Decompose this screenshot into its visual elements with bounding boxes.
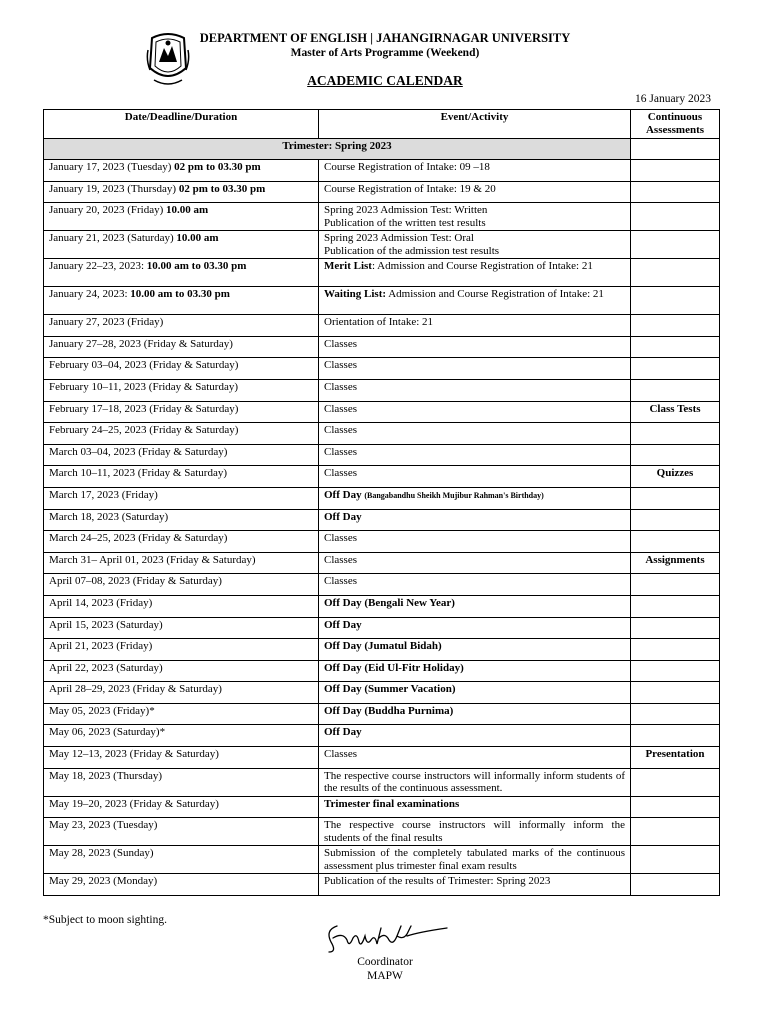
event-lead: Off Day — [324, 618, 362, 631]
date-cell — [44, 358, 319, 380]
date-cell — [44, 531, 319, 553]
date-text: March 17, 2023 (Friday) — [49, 488, 158, 501]
event-text: Spring 2023 Admission Test: Written — [324, 204, 488, 217]
event-text: Classes — [324, 575, 357, 588]
event-text-secondary: Publication of the written test results — [324, 216, 486, 229]
table-row — [44, 401, 720, 423]
date-cell — [44, 818, 319, 846]
date-cell — [44, 552, 319, 574]
event-text: : Admission and Course Registration of Intake: 21 — [371, 260, 593, 273]
event-cell — [319, 531, 631, 553]
assessment-cell — [631, 682, 720, 704]
programme-name: Master of Arts Programme (Weekend) — [290, 47, 480, 59]
event-lead: Off Day (Eid Ul-Fitr Holiday) — [324, 661, 464, 674]
document-date: 16 January 2023 — [634, 93, 711, 105]
table-row — [44, 336, 720, 358]
date-cell — [44, 617, 319, 639]
assessment-cell — [631, 660, 720, 682]
event-lead: Off Day — [324, 488, 365, 501]
table-row — [44, 160, 720, 182]
assessment-cell: Presentation — [631, 747, 720, 769]
table-row — [44, 682, 720, 704]
event-cell — [319, 617, 631, 639]
assessment-cell — [631, 181, 720, 203]
signatory-block — [310, 955, 460, 983]
assessment-cell — [631, 487, 720, 509]
date-text: March 31– April 01, 2023 (Friday & Saturday) — [49, 553, 256, 566]
date-text: May 18, 2023 (Thursday) — [49, 769, 163, 782]
table-row — [44, 874, 720, 896]
assessment-cell — [631, 509, 720, 531]
event-cell — [319, 747, 631, 769]
table-row — [44, 487, 720, 509]
event-text: Classes — [324, 553, 357, 566]
table-row — [44, 639, 720, 661]
table-row — [44, 287, 720, 315]
date-cell — [44, 259, 319, 287]
signatory-office: MAPW — [367, 970, 403, 982]
event-cell — [319, 203, 631, 231]
assessment-cell — [631, 287, 720, 315]
date-cell — [44, 401, 319, 423]
event-cell — [319, 846, 631, 874]
date-text: May 29, 2023 (Monday) — [49, 875, 158, 888]
event-lead: Off Day (Jumatul Bidah) — [324, 640, 442, 653]
academic-calendar-table — [43, 109, 720, 896]
table-row — [44, 379, 720, 401]
event-lead: Waiting List: — [324, 288, 387, 301]
table-row — [44, 552, 720, 574]
date-text: January 27–28, 2023 (Friday & Saturday) — [49, 337, 233, 350]
date-text: March 10–11, 2023 (Friday & Saturday) — [49, 467, 228, 480]
date-cell — [44, 796, 319, 818]
event-cell — [319, 487, 631, 509]
trimester-row — [44, 139, 720, 160]
date-text: April 14, 2023 (Friday) — [49, 596, 153, 609]
event-text: Classes — [324, 359, 357, 372]
event-cell — [319, 768, 631, 796]
table-row — [44, 796, 720, 818]
event-cell — [319, 231, 631, 259]
table-row — [44, 531, 720, 553]
event-cell — [319, 379, 631, 401]
event-text: Classes — [324, 467, 357, 480]
date-text: May 06, 2023 (Saturday)* — [49, 726, 166, 739]
date-text: April 07–08, 2023 (Friday & Saturday) — [49, 575, 222, 588]
header-event: Event/Activity — [319, 110, 631, 139]
event-cell — [319, 574, 631, 596]
table-row — [44, 595, 720, 617]
assessment-cell — [631, 203, 720, 231]
assessment-cell — [631, 231, 720, 259]
event-cell — [319, 660, 631, 682]
event-cell — [319, 466, 631, 488]
time-text: 10.00 am to 03.30 pm — [130, 288, 230, 301]
time-text: 10.00 am to 03.30 pm — [146, 260, 247, 273]
event-lead: Off Day (Buddha Purnima) — [324, 704, 454, 717]
signature — [323, 918, 453, 958]
date-cell — [44, 379, 319, 401]
event-text: Classes — [324, 380, 357, 393]
event-cell — [319, 287, 631, 315]
assessment-cell — [631, 617, 720, 639]
event-text: Classes — [324, 748, 357, 761]
table-row — [44, 203, 720, 231]
date-text: May 12–13, 2023 (Friday & Saturday) — [49, 748, 219, 761]
date-cell — [44, 466, 319, 488]
event-lead: Off Day — [324, 726, 362, 739]
date-cell — [44, 846, 319, 874]
assessment-cell — [631, 703, 720, 725]
event-text: Classes — [324, 402, 357, 415]
table-row — [44, 259, 720, 287]
assessment-cell — [631, 846, 720, 874]
assessment-cell: Class Tests — [631, 401, 720, 423]
time-text: 02 pm to 03.30 pm — [174, 161, 261, 173]
date-cell — [44, 444, 319, 466]
date-cell — [44, 423, 319, 445]
event-cell — [319, 259, 631, 287]
date-cell — [44, 487, 319, 509]
date-text: February 03–04, 2023 (Friday & Saturday) — [49, 359, 239, 372]
date-cell — [44, 768, 319, 796]
date-text: May 23, 2023 (Tuesday) — [49, 819, 158, 832]
assessment-cell — [631, 768, 720, 796]
table-row — [44, 747, 720, 769]
table-row — [44, 181, 720, 203]
date-text: May 19–20, 2023 (Friday & Saturday) — [49, 797, 219, 810]
assessment-cell — [631, 336, 720, 358]
date-cell — [44, 203, 319, 231]
assessment-cell — [631, 315, 720, 337]
table-row — [44, 509, 720, 531]
assessment-cell — [631, 160, 720, 182]
date-text: January 19, 2023 (Thursday) — [49, 182, 179, 195]
date-text: April 28–29, 2023 (Friday & Saturday) — [49, 683, 222, 696]
table-row — [44, 423, 720, 445]
event-lead: Off Day — [324, 510, 362, 523]
event-lead: Off Day (Bengali New Year) — [324, 596, 455, 609]
date-text: January 17, 2023 (Tuesday) — [49, 161, 175, 173]
event-lead: Off Day (Summer Vacation) — [324, 683, 456, 696]
signatory-role: Coordinator — [357, 956, 413, 968]
trimester-blank — [631, 139, 720, 160]
table-row — [44, 466, 720, 488]
date-text: January 24, 2023: — [49, 288, 131, 301]
date-text: April 22, 2023 (Saturday) — [49, 661, 163, 674]
table-header-row — [44, 110, 720, 139]
event-cell — [319, 552, 631, 574]
event-text: Admission and Course Registration of Intake: 21 — [386, 288, 604, 301]
event-text: Course Registration of Intake: 19 & 20 — [324, 182, 496, 195]
time-text: 02 pm to 03.30 pm — [178, 182, 266, 195]
event-cell — [319, 818, 631, 846]
date-text: March 03–04, 2023 (Friday & Saturday) — [49, 445, 228, 458]
date-text: February 24–25, 2023 (Friday & Saturday) — [49, 424, 239, 437]
event-text: Classes — [324, 532, 357, 545]
assessment-cell — [631, 595, 720, 617]
table-row — [44, 818, 720, 846]
date-cell — [44, 160, 319, 182]
event-text: Spring 2023 Admission Test: Oral — [324, 232, 474, 245]
event-text: Course Registration of Intake: 09 –18 — [324, 161, 490, 173]
event-text: Classes — [324, 337, 357, 350]
date-cell — [44, 181, 319, 203]
date-cell — [44, 336, 319, 358]
event-cell — [319, 639, 631, 661]
assessment-cell — [631, 444, 720, 466]
assessment-cell — [631, 259, 720, 287]
table-row — [44, 617, 720, 639]
event-cell — [319, 796, 631, 818]
date-cell — [44, 703, 319, 725]
assessment-cell: Assignments — [631, 552, 720, 574]
date-cell — [44, 660, 319, 682]
date-text: April 15, 2023 (Saturday) — [49, 618, 163, 631]
event-cell — [319, 509, 631, 531]
event-text: Classes — [324, 424, 357, 437]
date-text: January 21, 2023 (Saturday) — [49, 232, 177, 245]
document-title: ACADEMIC CALENDAR — [307, 73, 463, 88]
assessment-cell — [631, 818, 720, 846]
assessment-cell — [631, 574, 720, 596]
event-text: Orientation of Intake: 21 — [324, 316, 434, 329]
event-text-secondary: Publication of the admission test results — [324, 244, 500, 257]
date-cell — [44, 231, 319, 259]
event-text: The respective course instructors will informally inform the students of the final results — [324, 819, 625, 844]
date-cell — [44, 639, 319, 661]
date-text: March 24–25, 2023 (Friday & Saturday) — [49, 532, 228, 545]
event-cell — [319, 444, 631, 466]
table-row — [44, 768, 720, 796]
table-row — [44, 231, 720, 259]
assessment-cell: Quizzes — [631, 466, 720, 488]
date-text: February 10–11, 2023 (Friday & Saturday) — [49, 380, 239, 393]
assessment-cell — [631, 796, 720, 818]
event-text: Submission of the completely tabulated marks of the continuous assessment plus trimester final exam results — [324, 847, 625, 872]
date-cell — [44, 747, 319, 769]
date-cell — [44, 509, 319, 531]
date-text: January 27, 2023 (Friday) — [49, 316, 164, 329]
trimester-label: Trimester: Spring 2023 — [44, 139, 631, 160]
event-cell — [319, 595, 631, 617]
header-date: Date/Deadline/Duration — [44, 110, 319, 139]
event-text: Classes — [324, 445, 357, 458]
event-cell — [319, 874, 631, 896]
event-lead: Merit List — [324, 260, 372, 273]
event-cell — [319, 703, 631, 725]
assessment-cell — [631, 874, 720, 896]
event-text: The respective course instructors will informally inform students of the results of the continuous assessment. — [324, 769, 625, 795]
date-cell — [44, 315, 319, 337]
assessment-cell — [631, 531, 720, 553]
table-row — [44, 358, 720, 380]
date-text: January 20, 2023 (Friday) — [49, 204, 167, 217]
event-lead: Trimester final examinations — [324, 797, 460, 810]
table-row — [44, 660, 720, 682]
date-cell — [44, 574, 319, 596]
date-cell — [44, 874, 319, 896]
event-cell — [319, 423, 631, 445]
assessment-cell — [631, 358, 720, 380]
assessment-cell — [631, 379, 720, 401]
date-cell — [44, 595, 319, 617]
document-header — [160, 31, 610, 60]
event-cell — [319, 358, 631, 380]
table-row — [44, 574, 720, 596]
date-text: January 22–23, 2023: — [49, 260, 147, 273]
date-cell — [44, 287, 319, 315]
table-row — [44, 725, 720, 747]
event-cell — [319, 315, 631, 337]
date-text: May 28, 2023 (Sunday) — [49, 847, 154, 860]
header-assessments: Continuous Assessments — [631, 110, 720, 139]
event-cell — [319, 336, 631, 358]
event-cell — [319, 725, 631, 747]
date-text: March 18, 2023 (Saturday) — [49, 510, 169, 523]
time-text: 10.00 am — [176, 232, 219, 245]
event-cell — [319, 401, 631, 423]
event-text: (Bangabandhu Sheikh Mujibur Rahman's Birthday) — [364, 490, 544, 500]
table-row — [44, 444, 720, 466]
date-text: February 17–18, 2023 (Friday & Saturday) — [49, 402, 239, 415]
assessment-cell — [631, 423, 720, 445]
date-cell — [44, 682, 319, 704]
table-row — [44, 846, 720, 874]
table-row — [44, 315, 720, 337]
department-name: DEPARTMENT OF ENGLISH | JAHANGIRNAGAR UNIVERSITY — [199, 31, 571, 45]
event-cell — [319, 160, 631, 182]
date-cell — [44, 725, 319, 747]
assessment-cell — [631, 725, 720, 747]
date-text: May 05, 2023 (Friday)* — [49, 704, 155, 717]
footnote: *Subject to moon sighting. — [43, 914, 167, 926]
date-text: April 21, 2023 (Friday) — [49, 640, 153, 653]
table-row — [44, 703, 720, 725]
event-cell — [319, 181, 631, 203]
event-cell — [319, 682, 631, 704]
assessment-cell — [631, 639, 720, 661]
event-text: Publication of the results of Trimester: Spring 2023 — [324, 875, 551, 888]
time-text: 10.00 am — [166, 204, 209, 217]
